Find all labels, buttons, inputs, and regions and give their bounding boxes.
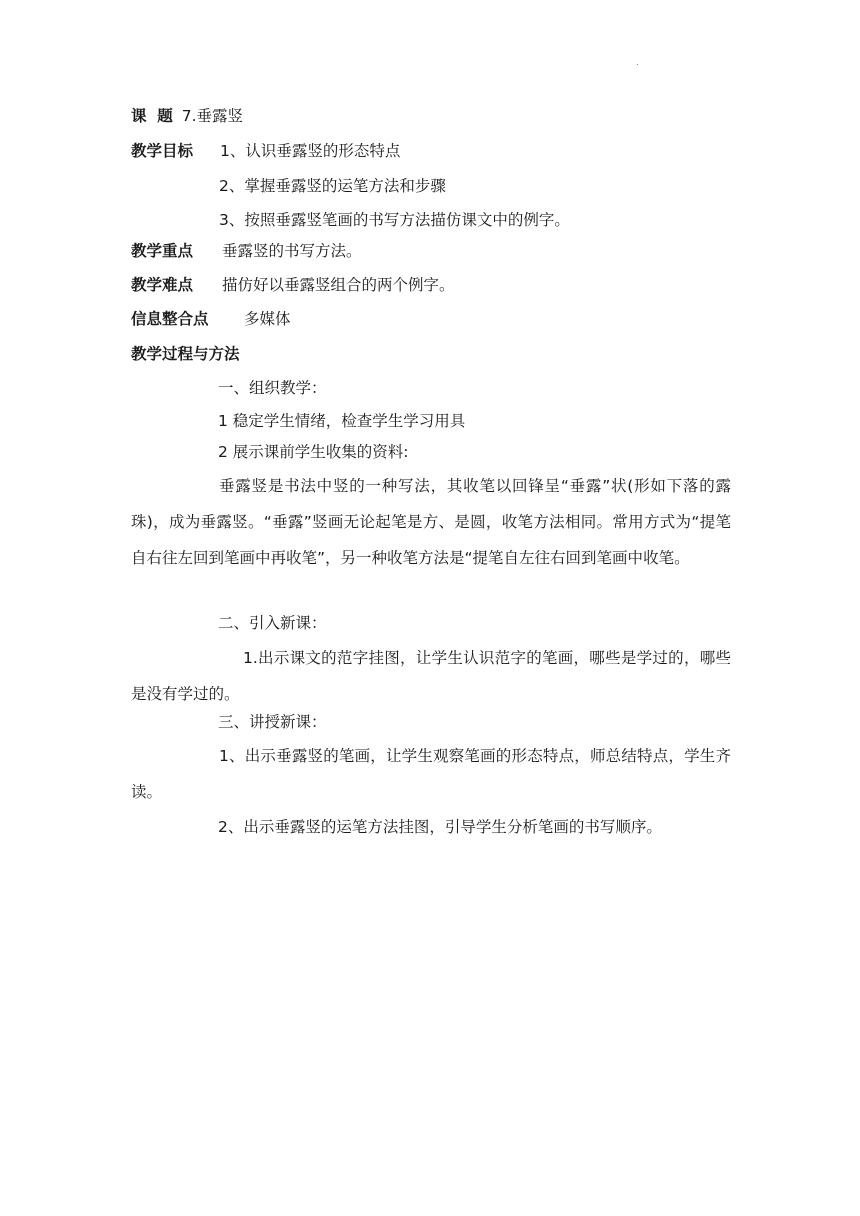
section-heading: 三、讲授新课： (218, 713, 327, 731)
list-item: 1、出示垂露竖的笔画，让学生观察笔画的形态特点，师总结特点，学生齐读。 (131, 747, 731, 801)
key-value: 垂露竖的书写方法。 (222, 242, 362, 260)
topic-value: 7.垂露竖 (181, 107, 244, 125)
difficulty-value: 描仿好以垂露竖组合的两个例字。 (222, 276, 455, 294)
goal-item: 3、按照垂露竖笔画的书写方法描仿课文中的例字。 (219, 211, 570, 229)
list-item: 1.出示课文的范字挂图，让学生认识范字的笔画，哪些是学过的，哪些是没有学过的。 (131, 649, 731, 703)
topic-row (131, 106, 243, 126)
info-value: 多媒体 (244, 310, 291, 328)
goals-label: 教学目标 (131, 142, 194, 160)
material-paragraph: 垂露竖是书法中竖的一种写法，其收笔以回锋呈“垂露”状(形如下落的露珠)，成为垂露竖。“垂露”竖画无论起笔是方、是圆，收笔方法相同。常用方式为“提笔自右往左回到笔画中再收笔”，另一种收笔方法是“提笔自左往右回到笔画中收笔。 (131, 477, 731, 567)
difficulty-label: 教学难点 (131, 276, 194, 294)
section-heading: 一、组织教学： (218, 379, 327, 397)
process-title: 教学过程与方法 (131, 345, 240, 363)
list-item: 1 稳定学生情绪，检查学生学习用具 (218, 412, 466, 430)
list-item: 2、出示垂露竖的运笔方法挂图，引导学生分析笔画的书写顺序。 (218, 818, 662, 836)
list-item: 2 展示课前学生收集的资料: (218, 443, 409, 461)
key-label: 教学重点 (131, 242, 194, 260)
info-label: 信息整合点 (131, 310, 209, 328)
header-mark: . (636, 58, 639, 67)
topic-label: 课 题 (131, 107, 173, 125)
section-heading: 二、引入新课： (218, 614, 327, 632)
goal-item: 1、认识垂露竖的形态特点 (220, 142, 401, 160)
goal-item: 2、掌握垂露竖的运笔方法和步骤 (219, 177, 446, 195)
